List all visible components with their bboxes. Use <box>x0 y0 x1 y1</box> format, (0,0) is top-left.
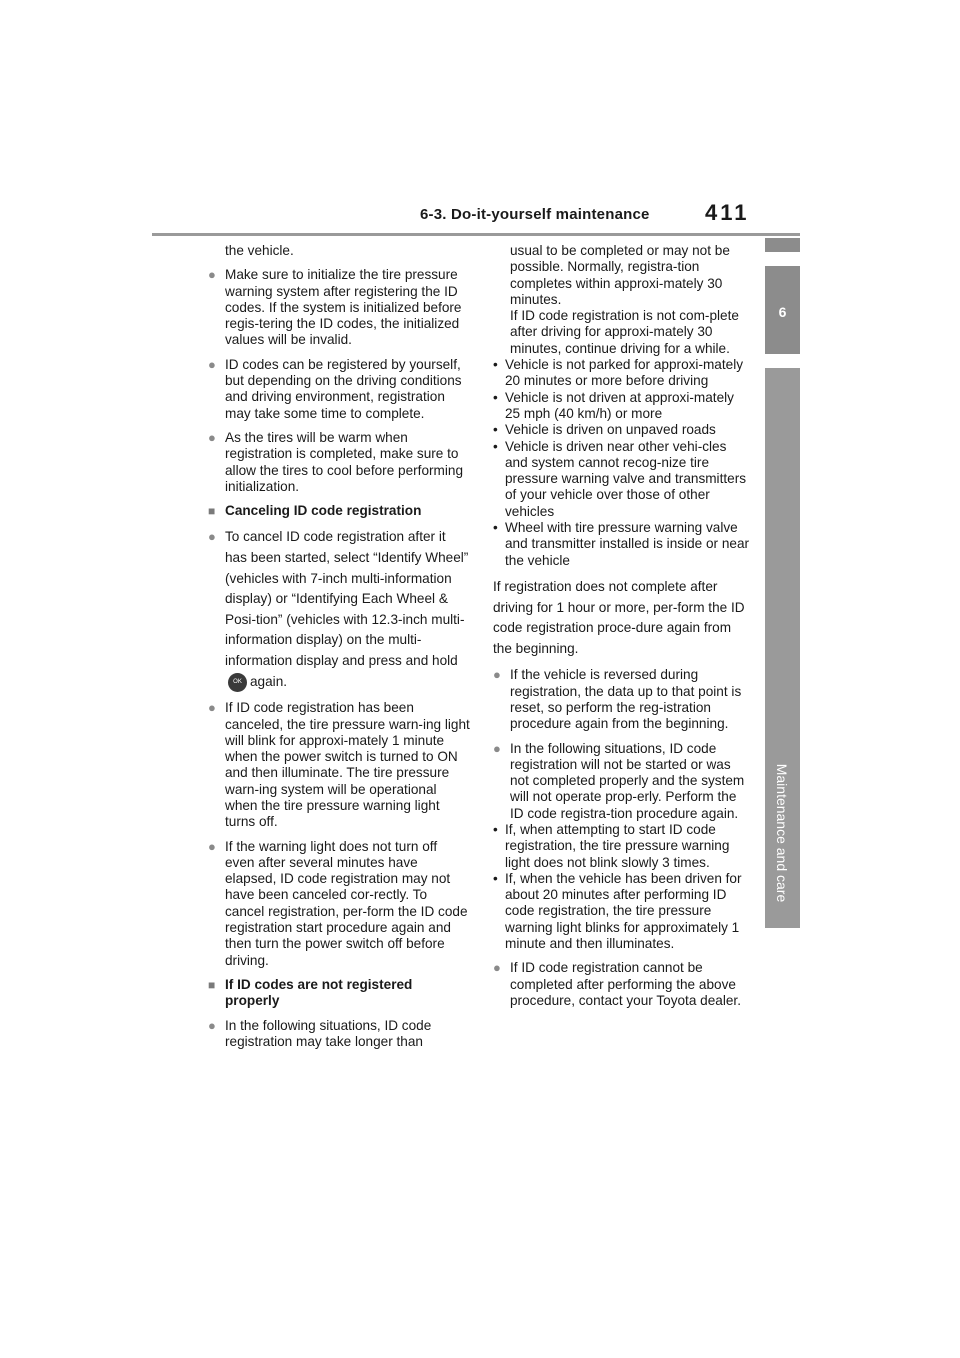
bullet-longer-registration: ● In the following situations, ID code registration may take longer than <box>208 1018 470 1051</box>
right-column <box>493 243 751 1017</box>
bullet-tires-warm: ● As the tires will be warm when registration is completed, make sure to allow the tires to cool before performing initialization. <box>208 430 470 495</box>
continuation-text-2: If ID code registration is not com-plete after driving for approxi-mately 30 minutes, continue driving for a while. <box>510 308 739 356</box>
section-title: 6-3. Do-it-yourself maintenance <box>420 206 650 223</box>
left-column <box>208 243 470 1058</box>
cancel-text-before: To cancel ID code registration after it has been started, select “Identify Wheel” (vehicles with 7-inch multi-information display) or “Identifying Each Wheel & Posi-tion” (vehicles with 12.3-inch multi-information display) on the multi-information display and press and hold <box>225 529 469 669</box>
paragraph-one-hour: If registration does not complete after driving for 1 hour or more, per-form the ID code registration proce-dure again from the beginning. <box>493 578 745 656</box>
chapter-number: 6 <box>778 304 787 320</box>
cancel-text-after: again. <box>250 673 288 689</box>
heading-not-registered: ■ If ID codes are not registered properly <box>208 977 470 1010</box>
sub-item-wheel-inside: • Wheel with tire pressure warning valve and transmitter installed is inside or near the vehicle <box>493 520 751 569</box>
sub-item-other-vehicles: • Vehicle is driven near other vehi-cles and system cannot recog-nize tire pressure warning valve and transmitters of your vehicle over those of other vehicles <box>493 439 751 520</box>
sub-item-unpaved: • Vehicle is driven on unpaved roads <box>493 422 751 438</box>
header-rule <box>152 233 800 236</box>
bullet-initialize: ● Make sure to initialize the tire pressure warning system after registering the ID codes. If the system is initialized before regis-tering the ID codes, the initialized values will be invalid. <box>208 267 470 348</box>
sub-item-not-blink: • If, when attempting to start ID code registration, the tire pressure warning light does not blink slowly 3 times. <box>493 822 751 871</box>
bullet-register-yourself: ● ID codes can be registered by yourself, but depending on the driving conditions and driving environment, registration may take some time to complete. <box>208 357 470 422</box>
bullet-not-started: ● In the following situations, ID code registration will not be started or was not completed properly and the system will not operate prop-erly. Perform the ID code registra-tion procedure again. <box>493 741 751 822</box>
bullet-contact-dealer: ● If ID code registration cannot be completed after performing the above procedure, contact your Toyota dealer. <box>493 960 751 1009</box>
chapter-tab <box>765 266 800 354</box>
bullet-canceled-light: ● If ID code registration has been canceled, the tire pressure warn-ing light will blink for approxi-mately 1 minute when the power switch is turned to ON and then illuminate. The tire pressure warn-ing system will be operational when the tire pressure warning light turns off. <box>208 700 470 830</box>
side-tab-top <box>765 238 800 252</box>
bullet-warning-light-not-off: ● If the warning light does not turn off even after several minutes have elapsed, ID code registration may not have been canceled cor-rectly. To cancel registration, per-form the ID code registration start procedure again and then turn the power switch off before driving. <box>208 839 470 969</box>
sub-item-not-parked: • Vehicle is not parked for approxi-mately 20 minutes or more before driving <box>493 357 751 390</box>
chapter-title: Maintenance and care <box>774 763 790 903</box>
sub-item-not-driven: • Vehicle is not driven at approxi-mately 25 mph (40 km/h) or more <box>493 390 751 423</box>
bullet-cancel-instructions <box>208 527 470 692</box>
page-number: 411 <box>705 200 750 225</box>
continuation-text-1: usual to be completed or may not be possible. Normally, registra-tion completes within approxi-mately 30 minutes. <box>510 243 730 307</box>
bullet-reversed: ● If the vehicle is reversed during registration, the data up to that point is reset, so perform the reg-istration procedure again from the beginning. <box>493 667 751 732</box>
heading-canceling: ■ Canceling ID code registration <box>208 503 470 519</box>
ok-button-icon: OK <box>228 673 247 692</box>
chapter-title-label <box>772 745 792 920</box>
intro-text: the vehicle. <box>225 243 294 258</box>
sub-item-blinks-after: • If, when the vehicle has been driven for about 20 minutes after performing ID code registration, the tire pressure warning light blinks for approximately 1 minute and then illuminates. <box>493 871 751 952</box>
